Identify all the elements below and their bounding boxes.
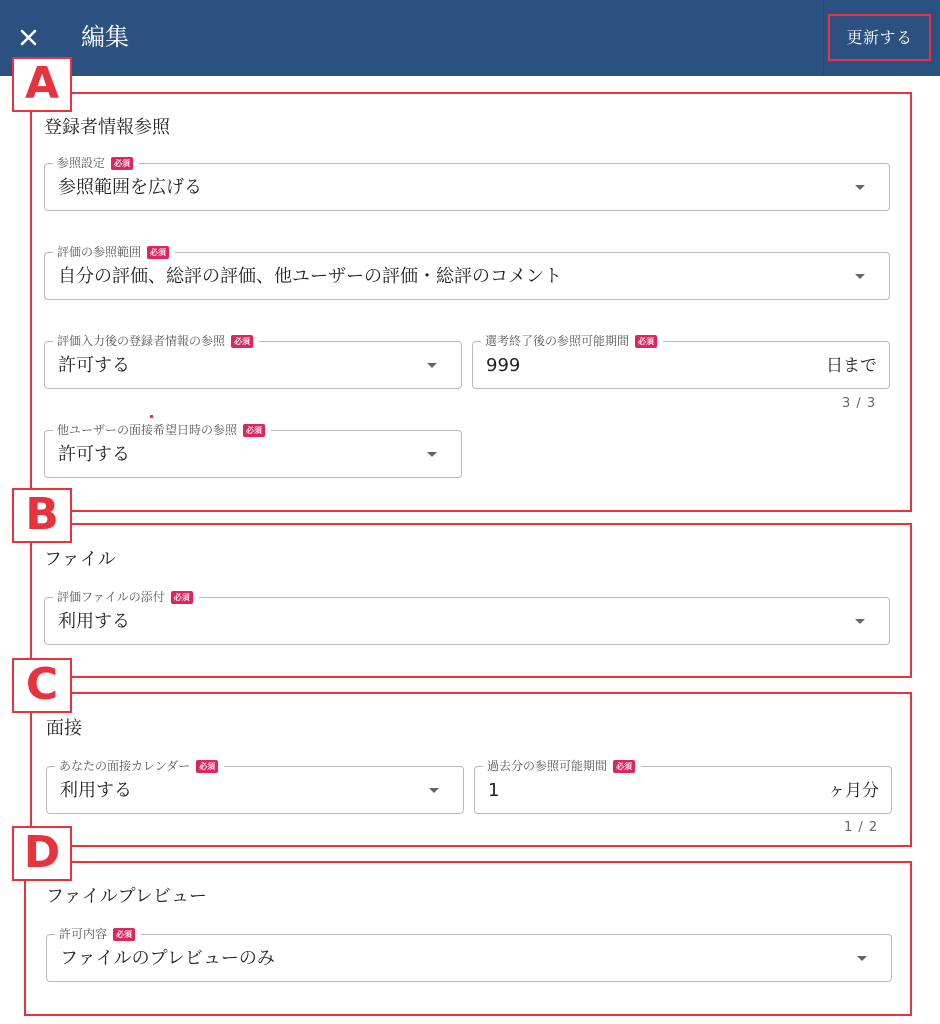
required-badge: 必須 <box>243 424 265 437</box>
marker-c: C <box>12 658 72 713</box>
dropdown-arrow-icon <box>427 363 437 368</box>
field-value: 参照範囲を広げる <box>58 177 202 198</box>
field-label-text: 他ユーザーの面接希望日時の参照 <box>57 423 238 437</box>
header-divider <box>823 0 824 76</box>
field-value: 999 <box>486 355 521 376</box>
field-suffix: 日まで <box>826 356 877 376</box>
field-value: 利用する <box>58 611 130 632</box>
required-badge: 必須 <box>111 157 133 170</box>
field-label-text: 許可内容 <box>59 927 108 941</box>
field-value: 利用する <box>60 780 132 801</box>
field-label-text: 参照設定 <box>57 156 106 170</box>
required-badge: 必須 <box>613 760 635 773</box>
field-label-text: あなたの面接カレンダー <box>59 759 191 773</box>
update-button[interactable]: 更新する <box>828 14 931 61</box>
close-icon[interactable] <box>14 22 44 52</box>
required-badge: 必須 <box>196 760 218 773</box>
field-value: 許可する <box>58 444 130 465</box>
field-label <box>483 757 641 775</box>
field-label-text: 評価の参照範囲 <box>57 245 142 259</box>
field-label-text: 評価ファイルの添付 <box>57 590 165 604</box>
field-label <box>53 332 259 350</box>
marker-d: D <box>12 826 72 881</box>
after-selection-period-input[interactable] <box>472 334 890 389</box>
dropdown-arrow-icon <box>855 274 865 279</box>
dropdown-arrow-icon <box>427 452 437 457</box>
field-label <box>481 332 663 350</box>
past-period-input[interactable] <box>474 759 892 814</box>
field-label <box>55 925 141 943</box>
required-badge: 必須 <box>113 928 135 941</box>
dropdown-arrow-icon <box>855 619 865 624</box>
page-title: 編集 <box>81 23 129 51</box>
required-badge: 必須 <box>171 591 193 604</box>
app-header <box>0 0 940 76</box>
field-label-text: 過去分の参照可能期間 <box>487 759 608 773</box>
section-title-file-preview: ファイルプレビュー <box>46 886 207 907</box>
dropdown-arrow-icon <box>429 788 439 793</box>
character-counter: 1 / 2 <box>844 820 879 835</box>
eval-input-reference-select[interactable] <box>44 334 462 389</box>
section-title-interview: 面接 <box>46 718 82 739</box>
field-label <box>53 243 175 261</box>
reference-setting-select[interactable] <box>44 156 890 211</box>
field-value: 自分の評価、総評の評価、他ユーザーの評価・総評のコメント <box>58 266 562 287</box>
field-label-text: 評価入力後の登録者情報の参照 <box>57 334 226 348</box>
section-title-file: ファイル <box>44 549 116 570</box>
dropdown-arrow-icon <box>855 185 865 190</box>
marker-a: A <box>12 57 72 112</box>
field-label <box>53 588 199 606</box>
dropdown-arrow-icon <box>857 956 867 961</box>
permission-content-select[interactable] <box>46 927 892 982</box>
marker-b: B <box>12 488 72 543</box>
character-counter: 3 / 3 <box>842 396 877 411</box>
evaluation-file-select[interactable] <box>44 590 890 645</box>
annotation-dot <box>150 415 153 418</box>
field-suffix: ヶ月分 <box>828 781 879 801</box>
evaluation-scope-select[interactable] <box>44 245 890 300</box>
required-badge: 必須 <box>635 335 657 348</box>
required-badge: 必須 <box>231 335 253 348</box>
field-label <box>53 154 139 172</box>
section-title-reference: 登録者情報参照 <box>44 117 170 138</box>
field-label <box>55 757 224 775</box>
other-user-interview-select[interactable] <box>44 423 462 478</box>
field-label <box>53 421 271 439</box>
required-badge: 必須 <box>147 246 169 259</box>
interview-calendar-select[interactable] <box>46 759 464 814</box>
field-label-text: 選考終了後の参照可能期間 <box>485 334 630 348</box>
field-value: 1 <box>488 780 500 801</box>
field-value: 許可する <box>58 355 130 376</box>
field-value: ファイルのプレビューのみ <box>60 948 275 969</box>
